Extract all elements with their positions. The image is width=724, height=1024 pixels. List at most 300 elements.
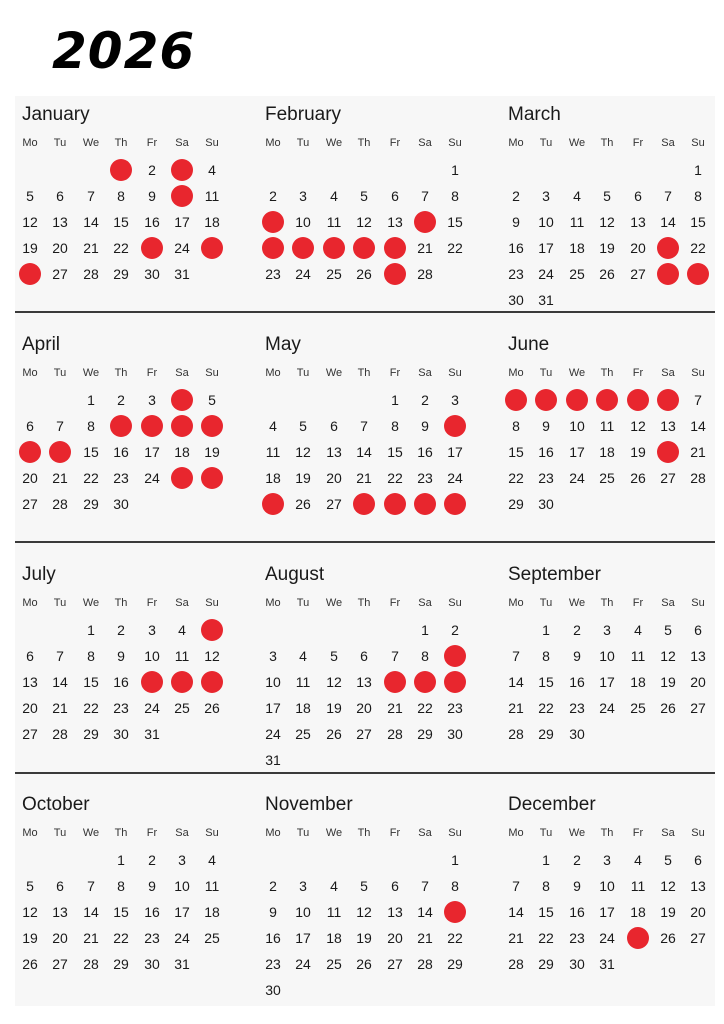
weekday-label: Tu xyxy=(296,827,310,839)
marked-day xyxy=(653,261,683,287)
year-title: 2026 xyxy=(52,22,196,80)
day-number: 5 xyxy=(664,852,672,868)
day-number: 14 xyxy=(52,674,68,690)
day-number: 18 xyxy=(295,700,311,716)
highlight-dot xyxy=(262,493,284,515)
day-number: 29 xyxy=(83,496,99,512)
calendar-day xyxy=(501,235,531,261)
highlight-dot xyxy=(19,441,41,463)
calendar-day xyxy=(592,413,622,439)
highlight-dot xyxy=(141,415,163,437)
calendar-day xyxy=(623,617,653,643)
calendar-day xyxy=(319,873,349,899)
day-number: 8 xyxy=(542,648,550,664)
calendar-day xyxy=(440,873,470,899)
calendar-day xyxy=(349,925,379,951)
marked-day xyxy=(623,925,653,951)
calendar-day xyxy=(440,847,470,873)
day-number: 26 xyxy=(22,956,38,972)
day-number: 16 xyxy=(113,674,129,690)
marked-day xyxy=(167,157,197,183)
day-number: 17 xyxy=(599,674,615,690)
day-number: 1 xyxy=(87,622,95,638)
calendar-day xyxy=(258,899,288,925)
calendar-day xyxy=(440,695,470,721)
day-number: 23 xyxy=(569,700,585,716)
calendar-day xyxy=(410,695,440,721)
weekday-label: Fr xyxy=(389,137,401,149)
calendar-day xyxy=(106,899,136,925)
highlight-dot xyxy=(262,211,284,233)
day-number: 16 xyxy=(265,930,281,946)
highlight-dot xyxy=(171,389,193,411)
day-number: 16 xyxy=(569,674,585,690)
calendar-day xyxy=(653,465,683,491)
day-number: 29 xyxy=(417,726,433,742)
calendar-day xyxy=(531,695,561,721)
day-number: 24 xyxy=(265,726,281,742)
calendar-day xyxy=(258,873,288,899)
day-number: 11 xyxy=(295,674,311,690)
calendar-day xyxy=(562,951,592,977)
day-number: 23 xyxy=(447,700,463,716)
marked-day xyxy=(197,617,227,643)
highlight-dot xyxy=(201,671,223,693)
day-number: 26 xyxy=(660,700,676,716)
day-number: 17 xyxy=(538,240,554,256)
day-number: 15 xyxy=(113,214,129,230)
day-number: 23 xyxy=(113,700,129,716)
day-number: 14 xyxy=(83,904,99,920)
calendar-day xyxy=(319,261,349,287)
day-number: 22 xyxy=(508,470,524,486)
calendar-day xyxy=(15,925,45,951)
day-number: 27 xyxy=(690,930,706,946)
day-number: 12 xyxy=(22,904,38,920)
calendar-day xyxy=(440,439,470,465)
day-number: 8 xyxy=(391,418,399,434)
weekday-label: Th xyxy=(357,827,371,839)
highlight-dot xyxy=(444,671,466,693)
highlight-dot xyxy=(201,415,223,437)
calendar-day xyxy=(45,413,75,439)
calendar-day xyxy=(380,951,410,977)
weekday-label: We xyxy=(568,367,586,379)
calendar-day xyxy=(683,387,713,413)
day-number: 8 xyxy=(451,878,459,894)
day-number: 6 xyxy=(330,418,338,434)
calendar-day xyxy=(45,899,75,925)
day-number: 1 xyxy=(391,392,399,408)
day-number: 22 xyxy=(83,470,99,486)
day-number: 5 xyxy=(26,878,34,894)
calendar-day xyxy=(562,235,592,261)
calendar-day xyxy=(15,209,45,235)
day-number: 12 xyxy=(204,648,220,664)
day-number: 7 xyxy=(56,648,64,664)
calendar-day xyxy=(167,899,197,925)
calendar-day xyxy=(410,721,440,747)
day-number: 15 xyxy=(538,674,554,690)
day-number: 17 xyxy=(295,930,311,946)
highlight-dot xyxy=(384,493,406,515)
weekday-label: We xyxy=(325,137,343,149)
calendar-day xyxy=(501,695,531,721)
weekday-label: Fr xyxy=(389,827,401,839)
day-number: 11 xyxy=(599,418,615,434)
highlight-dot xyxy=(444,901,466,923)
marked-day xyxy=(653,439,683,465)
calendar-day xyxy=(501,439,531,465)
calendar-day xyxy=(288,209,318,235)
calendar-day xyxy=(380,899,410,925)
day-number: 29 xyxy=(538,956,554,972)
calendar-day xyxy=(319,439,349,465)
calendar-day xyxy=(440,721,470,747)
day-number: 26 xyxy=(630,470,646,486)
weekday-label: Su xyxy=(448,137,462,149)
calendar-day xyxy=(531,209,561,235)
day-number: 21 xyxy=(356,470,372,486)
day-number: 14 xyxy=(690,418,706,434)
day-number: 25 xyxy=(569,266,585,282)
day-number: 30 xyxy=(447,726,463,742)
marked-day xyxy=(592,387,622,413)
weekday-label: Fr xyxy=(632,137,644,149)
calendar-day xyxy=(106,695,136,721)
weekday-label: We xyxy=(82,827,100,839)
calendar-day xyxy=(349,261,379,287)
marked-day xyxy=(197,413,227,439)
day-number: 7 xyxy=(512,648,520,664)
day-number: 31 xyxy=(599,956,615,972)
weekday-label: Mo xyxy=(508,827,524,839)
weekday-label: Sa xyxy=(175,367,189,379)
day-number: 31 xyxy=(174,266,190,282)
calendar-day xyxy=(45,209,75,235)
month-april xyxy=(15,326,235,546)
calendar-day xyxy=(167,439,197,465)
day-number: 20 xyxy=(22,470,38,486)
day-number: 12 xyxy=(22,214,38,230)
calendar-day xyxy=(410,387,440,413)
highlight-dot xyxy=(141,671,163,693)
day-number: 25 xyxy=(326,956,342,972)
weekday-label: Mo xyxy=(22,597,38,609)
day-number: 20 xyxy=(690,904,706,920)
day-number: 20 xyxy=(52,930,68,946)
day-number: 26 xyxy=(204,700,220,716)
calendar-day xyxy=(258,747,288,773)
day-number: 27 xyxy=(660,470,676,486)
calendar-day xyxy=(531,925,561,951)
weekday-label: Tu xyxy=(296,367,310,379)
day-number: 27 xyxy=(22,726,38,742)
calendar-day xyxy=(440,387,470,413)
day-number: 28 xyxy=(508,956,524,972)
calendar-day xyxy=(76,387,106,413)
month-november xyxy=(258,786,478,1006)
day-number: 16 xyxy=(569,904,585,920)
day-number: 16 xyxy=(538,444,554,460)
calendar-day xyxy=(349,669,379,695)
calendar-day xyxy=(76,899,106,925)
weekday-label: Tu xyxy=(53,367,67,379)
day-number: 23 xyxy=(569,930,585,946)
calendar-day xyxy=(623,439,653,465)
marked-day xyxy=(45,439,75,465)
day-number: 8 xyxy=(694,188,702,204)
day-number: 13 xyxy=(387,904,403,920)
calendar-day xyxy=(15,899,45,925)
day-number: 22 xyxy=(690,240,706,256)
day-number: 8 xyxy=(117,878,125,894)
marked-day xyxy=(349,235,379,261)
marked-day xyxy=(137,413,167,439)
calendar-day xyxy=(531,899,561,925)
day-number: 9 xyxy=(421,418,429,434)
day-number: 17 xyxy=(174,214,190,230)
highlight-dot xyxy=(566,389,588,411)
marked-day xyxy=(440,669,470,695)
calendar-day xyxy=(592,261,622,287)
calendar-day xyxy=(137,439,167,465)
marked-day xyxy=(137,235,167,261)
day-number: 21 xyxy=(83,930,99,946)
marked-day xyxy=(440,899,470,925)
day-number: 19 xyxy=(326,700,342,716)
weekday-label: Th xyxy=(600,597,614,609)
calendar-day xyxy=(288,413,318,439)
day-number: 29 xyxy=(113,956,129,972)
day-number: 4 xyxy=(330,878,338,894)
day-number: 21 xyxy=(83,240,99,256)
day-number: 3 xyxy=(148,392,156,408)
calendar-day xyxy=(410,465,440,491)
calendar-day xyxy=(562,721,592,747)
month-name: November xyxy=(265,794,353,815)
day-number: 18 xyxy=(174,444,190,460)
calendar-day xyxy=(380,873,410,899)
calendar-day xyxy=(653,183,683,209)
day-number: 6 xyxy=(634,188,642,204)
day-number: 28 xyxy=(52,496,68,512)
highlight-dot xyxy=(262,237,284,259)
calendar-day xyxy=(288,439,318,465)
calendar-day xyxy=(15,235,45,261)
day-number: 2 xyxy=(421,392,429,408)
calendar-day xyxy=(623,873,653,899)
day-number: 17 xyxy=(144,444,160,460)
day-number: 27 xyxy=(356,726,372,742)
highlight-dot xyxy=(353,237,375,259)
day-number: 28 xyxy=(417,956,433,972)
calendar-day xyxy=(45,873,75,899)
day-number: 4 xyxy=(269,418,277,434)
weekday-label: Fr xyxy=(146,137,158,149)
calendar-day xyxy=(562,413,592,439)
weekday-label: We xyxy=(568,137,586,149)
day-number: 8 xyxy=(451,188,459,204)
day-number: 7 xyxy=(694,392,702,408)
calendar-day xyxy=(683,439,713,465)
day-number: 8 xyxy=(87,648,95,664)
weekday-label: Sa xyxy=(418,827,432,839)
weekday-label: Th xyxy=(114,597,128,609)
day-number: 1 xyxy=(451,852,459,868)
highlight-dot xyxy=(171,159,193,181)
day-number: 5 xyxy=(26,188,34,204)
calendar-day xyxy=(380,183,410,209)
calendar-day xyxy=(683,847,713,873)
calendar-day xyxy=(440,465,470,491)
weekday-label: Su xyxy=(448,827,462,839)
highlight-dot xyxy=(505,389,527,411)
calendar-day xyxy=(623,669,653,695)
day-number: 22 xyxy=(113,240,129,256)
calendar-day xyxy=(15,669,45,695)
calendar-day xyxy=(410,413,440,439)
calendar-day xyxy=(410,261,440,287)
calendar-day xyxy=(592,235,622,261)
month-name: October xyxy=(22,794,90,815)
calendar-day xyxy=(76,413,106,439)
calendar-day xyxy=(592,643,622,669)
calendar-day xyxy=(562,899,592,925)
calendar-day xyxy=(683,695,713,721)
marked-day xyxy=(380,261,410,287)
marked-day xyxy=(653,387,683,413)
calendar-day xyxy=(106,439,136,465)
calendar-day xyxy=(623,413,653,439)
day-number: 2 xyxy=(451,622,459,638)
calendar-day xyxy=(106,643,136,669)
weekday-label: Mo xyxy=(508,367,524,379)
calendar-day xyxy=(531,669,561,695)
weekday-label: Sa xyxy=(175,137,189,149)
day-number: 30 xyxy=(113,726,129,742)
calendar-day xyxy=(106,465,136,491)
calendar-day xyxy=(592,209,622,235)
weekday-label: Fr xyxy=(632,827,644,839)
day-number: 1 xyxy=(421,622,429,638)
calendar-day xyxy=(653,669,683,695)
weekday-label: Sa xyxy=(175,597,189,609)
day-number: 3 xyxy=(148,622,156,638)
day-number: 31 xyxy=(174,956,190,972)
marked-day xyxy=(15,439,45,465)
weekday-label: Fr xyxy=(146,367,158,379)
day-number: 19 xyxy=(22,240,38,256)
calendar-day xyxy=(562,873,592,899)
calendar-day xyxy=(501,925,531,951)
calendar-day xyxy=(288,261,318,287)
month-june xyxy=(501,326,721,546)
calendar-day xyxy=(106,925,136,951)
day-number: 6 xyxy=(56,188,64,204)
highlight-dot xyxy=(171,415,193,437)
calendar-day xyxy=(76,643,106,669)
highlight-dot xyxy=(353,493,375,515)
marked-day xyxy=(137,669,167,695)
calendar-day xyxy=(562,695,592,721)
day-number: 12 xyxy=(295,444,311,460)
calendar-day xyxy=(197,695,227,721)
calendar-day xyxy=(623,465,653,491)
calendar-day xyxy=(623,899,653,925)
day-number: 14 xyxy=(356,444,372,460)
day-number: 28 xyxy=(83,266,99,282)
highlight-dot xyxy=(596,389,618,411)
calendar-day xyxy=(15,695,45,721)
day-number: 13 xyxy=(52,214,68,230)
calendar-day xyxy=(167,951,197,977)
day-number: 29 xyxy=(83,726,99,742)
day-number: 23 xyxy=(538,470,554,486)
calendar-day xyxy=(501,183,531,209)
calendar-day xyxy=(380,387,410,413)
day-number: 13 xyxy=(22,674,38,690)
calendar-day xyxy=(562,465,592,491)
calendar-day xyxy=(288,899,318,925)
highlight-dot xyxy=(201,467,223,489)
weekday-label: Th xyxy=(600,827,614,839)
weekday-label: Tu xyxy=(539,827,553,839)
calendar-day xyxy=(653,925,683,951)
weekday-label: We xyxy=(325,367,343,379)
marked-day xyxy=(167,413,197,439)
highlight-dot xyxy=(414,671,436,693)
weekday-label: Fr xyxy=(146,597,158,609)
marked-day xyxy=(380,235,410,261)
weekday-label: Tu xyxy=(539,137,553,149)
day-number: 3 xyxy=(178,852,186,868)
day-number: 27 xyxy=(52,956,68,972)
day-number: 18 xyxy=(569,240,585,256)
calendar-day xyxy=(349,695,379,721)
marked-day xyxy=(410,209,440,235)
calendar-day xyxy=(592,617,622,643)
calendar-day xyxy=(45,951,75,977)
calendar-day xyxy=(106,209,136,235)
day-number: 2 xyxy=(269,188,277,204)
calendar-day xyxy=(531,873,561,899)
weekday-label: Mo xyxy=(22,137,38,149)
calendar-day xyxy=(288,465,318,491)
weekday-label: We xyxy=(568,827,586,839)
day-number: 18 xyxy=(599,444,615,460)
weekday-label: Th xyxy=(114,827,128,839)
calendar-day xyxy=(349,899,379,925)
calendar-day xyxy=(137,465,167,491)
calendar-day xyxy=(683,413,713,439)
day-number: 6 xyxy=(694,852,702,868)
day-number: 24 xyxy=(144,700,160,716)
calendar-day xyxy=(258,721,288,747)
day-number: 10 xyxy=(265,674,281,690)
day-number: 19 xyxy=(599,240,615,256)
calendar-day xyxy=(106,873,136,899)
highlight-dot xyxy=(49,441,71,463)
day-number: 4 xyxy=(299,648,307,664)
day-number: 5 xyxy=(208,392,216,408)
calendar-day xyxy=(258,413,288,439)
calendar-day xyxy=(683,899,713,925)
day-number: 27 xyxy=(690,700,706,716)
day-number: 9 xyxy=(117,648,125,664)
weekday-label: Tu xyxy=(53,597,67,609)
day-number: 15 xyxy=(83,674,99,690)
